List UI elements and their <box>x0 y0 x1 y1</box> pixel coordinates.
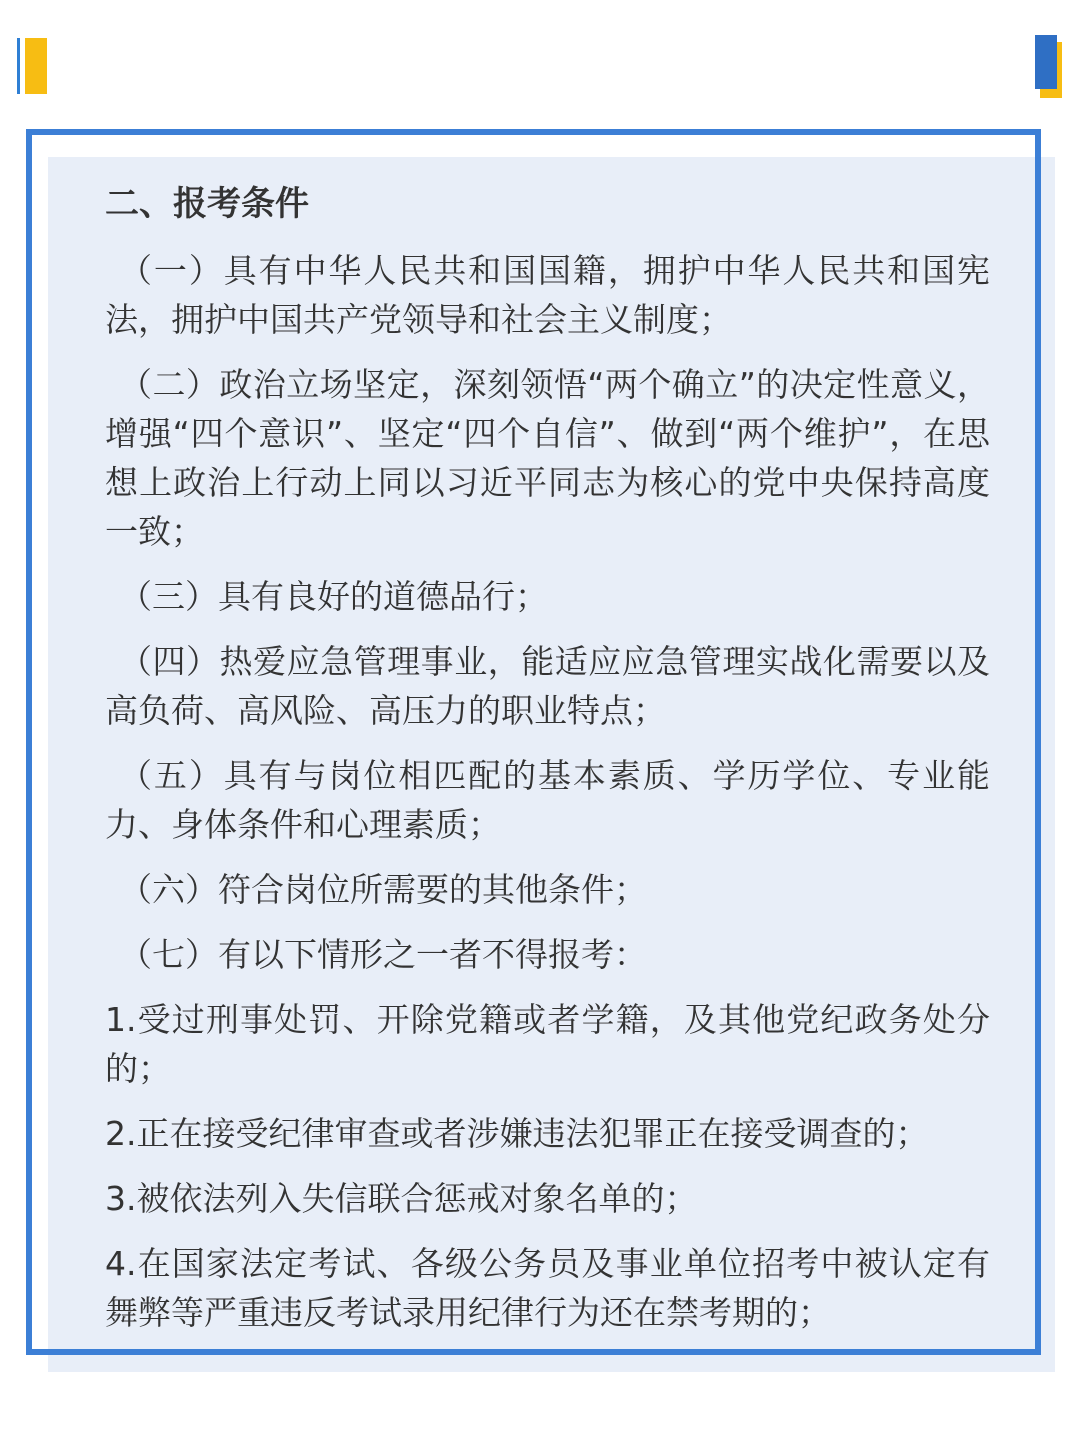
decorative-line-left <box>17 38 20 94</box>
requirement-item-4: （四）热爱应急管理事业，能适应应急管理实战化需要以及高负荷、高风险、高压力的职业特点； <box>105 642 990 730</box>
requirement-item-6: （六）符合岗位所需要的其他条件； <box>119 870 647 909</box>
decorative-bar-right-blue <box>1035 35 1057 89</box>
requirement-item-7: （七）有以下情形之一者不得报考： <box>119 935 647 974</box>
requirement-item-2: （二）政治立场坚定，深刻领悟“两个确立”的决定性意义，增强“四个意识”、坚定“四个自信”、做到“两个维护”，在思想上政治上行动上同以习近平同志为核心的党中央保持高度一致； <box>105 365 990 551</box>
exclusion-item-3: 3.被依法列入失信联合惩戒对象名单的； <box>105 1179 698 1218</box>
requirement-item-5: （五）具有与岗位相匹配的基本素质、学历学位、专业能力、身体条件和心理素质； <box>105 756 990 844</box>
decorative-bar-left <box>25 38 47 94</box>
section-title: 二、报考条件 <box>105 184 309 224</box>
exclusion-item-1: 1.受过刑事处罚、开除党籍或者学籍，及其他党纪政务处分的； <box>105 1000 990 1088</box>
exclusion-item-2: 2.正在接受纪律审查或者涉嫌违法犯罪正在接受调查的； <box>105 1114 929 1153</box>
requirement-item-1: （一）具有中华人民共和国国籍，拥护中华人民共和国宪法，拥护中国共产党领导和社会主义制度； <box>105 251 990 339</box>
exclusion-item-4: 4.在国家法定考试、各级公务员及事业单位招考中被认定有舞弊等严重违反考试录用纪律行为还在禁考期的； <box>105 1244 990 1332</box>
requirement-item-3: （三）具有良好的道德品行； <box>119 577 548 616</box>
requirements-section <box>105 180 990 1353</box>
